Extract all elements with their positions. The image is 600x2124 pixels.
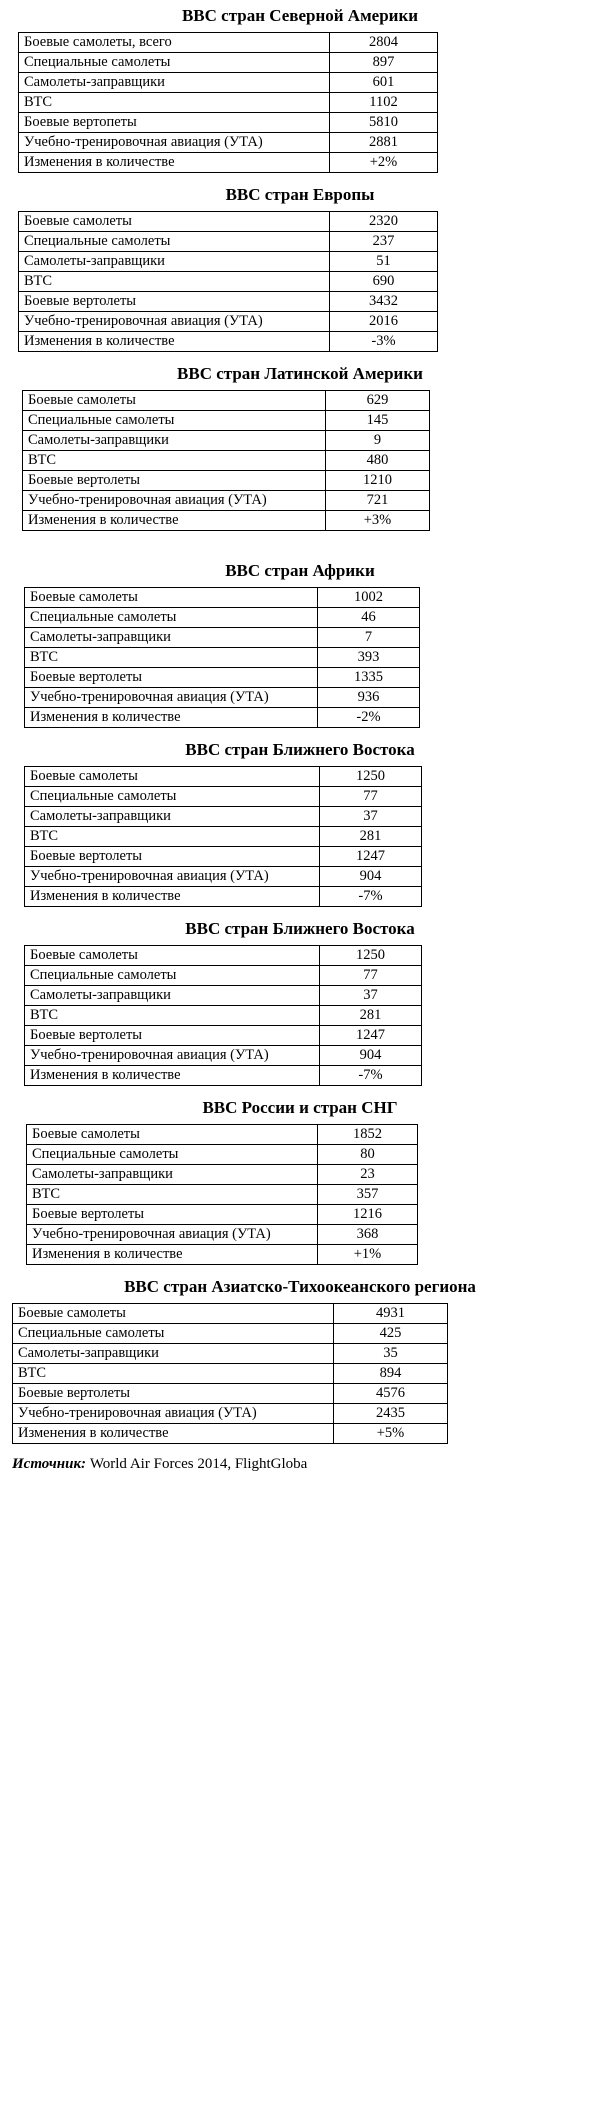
row-label: Боевые самолеты <box>27 1125 318 1145</box>
row-label: Боевые самолеты <box>23 391 326 411</box>
row-label: Специальные самолеты <box>13 1324 334 1344</box>
row-value: 237 <box>330 232 438 252</box>
row-value: 368 <box>318 1225 418 1245</box>
table-row <box>25 847 422 867</box>
row-label: Боевые вертолеты <box>13 1384 334 1404</box>
row-value: 7 <box>318 628 420 648</box>
row-value: 4931 <box>334 1304 448 1324</box>
air-force-section <box>8 734 592 907</box>
row-label: Изменения в количестве <box>23 511 326 531</box>
table-row <box>19 153 438 173</box>
table-row <box>13 1304 448 1324</box>
sections-container <box>8 0 592 1444</box>
row-value: 1002 <box>318 588 420 608</box>
table-row <box>25 787 422 807</box>
table-row <box>13 1404 448 1424</box>
stats-table <box>24 766 422 907</box>
section-title: ВВС стран Европы <box>225 185 375 204</box>
row-label: ВТС <box>19 93 330 113</box>
row-label: Самолеты-заправщики <box>25 628 318 648</box>
row-value: 2435 <box>334 1404 448 1424</box>
row-label: ВТС <box>25 1006 320 1026</box>
table-row <box>19 93 438 113</box>
table-row <box>13 1344 448 1364</box>
row-value: 77 <box>320 966 422 986</box>
table-row <box>23 511 430 531</box>
row-label: Специальные самолеты <box>25 966 320 986</box>
row-label: Учебно-тренировочная авиация (УТА) <box>27 1225 318 1245</box>
section-title: ВВС стран Ближнего Востока <box>185 919 415 938</box>
table-row <box>27 1225 418 1245</box>
row-value: 2881 <box>330 133 438 153</box>
row-value: 1247 <box>320 847 422 867</box>
row-label: Учебно-тренировочная авиация (УТА) <box>19 133 330 153</box>
row-label: Самолеты-заправщики <box>19 73 330 93</box>
row-label: Учебно-тренировочная авиация (УТА) <box>25 867 320 887</box>
table-row <box>25 946 422 966</box>
table-row <box>25 827 422 847</box>
row-label: Боевые самолеты <box>25 946 320 966</box>
row-label: Специальные самолеты <box>25 787 320 807</box>
section-title: ВВС стран Ближнего Востока <box>185 740 415 759</box>
stats-table <box>12 1303 448 1444</box>
table-row <box>27 1165 418 1185</box>
row-label: Изменения в количестве <box>13 1424 334 1444</box>
table-row <box>19 133 438 153</box>
table-row <box>13 1364 448 1384</box>
stats-table <box>26 1124 418 1265</box>
table-row <box>23 451 430 471</box>
row-label: Боевые вертопеты <box>19 113 330 133</box>
row-label: Самолеты-заправщики <box>23 431 326 451</box>
row-value: 936 <box>318 688 420 708</box>
row-label: Изменения в количестве <box>25 1066 320 1086</box>
source-note <box>8 1450 592 1481</box>
row-label: Боевые вертолеты <box>25 1026 320 1046</box>
row-value: -2% <box>318 708 420 728</box>
table-row <box>27 1145 418 1165</box>
table-row <box>23 411 430 431</box>
air-force-section <box>8 913 592 1086</box>
row-value: 904 <box>320 1046 422 1066</box>
row-value: 3432 <box>330 292 438 312</box>
table-row <box>19 73 438 93</box>
air-force-section <box>8 1092 592 1265</box>
row-value: 9 <box>326 431 430 451</box>
row-value: 281 <box>320 1006 422 1026</box>
row-value: 2804 <box>330 33 438 53</box>
row-value: -7% <box>320 1066 422 1086</box>
row-label: Специальные самолеты <box>25 608 318 628</box>
table-row <box>25 628 420 648</box>
row-value: +2% <box>330 153 438 173</box>
section-title: ВВС России и стран СНГ <box>202 1098 398 1117</box>
row-label: Учебно-тренировочная авиация (УТА) <box>23 491 326 511</box>
row-label: Боевые вертолеты <box>23 471 326 491</box>
table-row <box>19 292 438 312</box>
row-label: Самолеты-заправщики <box>19 252 330 272</box>
row-value: -7% <box>320 887 422 907</box>
table-row <box>25 708 420 728</box>
air-force-section <box>8 0 592 173</box>
row-value: 894 <box>334 1364 448 1384</box>
row-label: ВТС <box>25 827 320 847</box>
row-value: 1335 <box>318 668 420 688</box>
table-row <box>19 113 438 133</box>
row-value: 37 <box>320 986 422 1006</box>
row-label: Боевые самолеты <box>25 588 318 608</box>
row-value: 4576 <box>334 1384 448 1404</box>
row-label: Боевые самолеты <box>13 1304 334 1324</box>
table-row <box>23 491 430 511</box>
air-force-section <box>8 555 592 728</box>
row-value: +5% <box>334 1424 448 1444</box>
row-value: 2016 <box>330 312 438 332</box>
row-value: 23 <box>318 1165 418 1185</box>
table-row <box>25 1066 422 1086</box>
stats-table <box>24 587 420 728</box>
row-value: 357 <box>318 1185 418 1205</box>
row-value: 480 <box>326 451 430 471</box>
row-label: ВТС <box>27 1185 318 1205</box>
table-row <box>19 272 438 292</box>
row-label: Боевые самолеты <box>25 767 320 787</box>
row-value: 1216 <box>318 1205 418 1225</box>
row-label: Специальные самолеты <box>23 411 326 431</box>
table-row <box>25 767 422 787</box>
stats-table <box>18 32 438 173</box>
source-text: World Air Forces 2014, FlightGloba <box>86 1456 308 1472</box>
row-label: Специальные самолеты <box>27 1145 318 1165</box>
table-row <box>27 1185 418 1205</box>
table-row <box>27 1245 418 1265</box>
row-value: +3% <box>326 511 430 531</box>
table-row <box>23 431 430 451</box>
table-row <box>13 1384 448 1404</box>
table-row <box>25 1046 422 1066</box>
row-value: 1852 <box>318 1125 418 1145</box>
section-title: ВВС стран Африки <box>225 561 375 580</box>
table-row <box>25 1026 422 1046</box>
air-force-section <box>8 179 592 352</box>
row-value: 80 <box>318 1145 418 1165</box>
section-gap <box>8 537 592 555</box>
table-row <box>19 332 438 352</box>
row-value: 5810 <box>330 113 438 133</box>
row-label: Боевые самолеты <box>19 212 330 232</box>
table-row <box>19 212 438 232</box>
row-value: 281 <box>320 827 422 847</box>
table-row <box>25 986 422 1006</box>
row-label: Изменения в количестве <box>19 153 330 173</box>
row-label: Боевые вертолеты <box>27 1205 318 1225</box>
table-row <box>19 33 438 53</box>
row-label: Самолеты-заправщики <box>25 986 320 1006</box>
row-label: ВТС <box>13 1364 334 1384</box>
row-label: Изменения в количестве <box>19 332 330 352</box>
row-value: 1250 <box>320 767 422 787</box>
table-row <box>25 1006 422 1026</box>
row-value: 77 <box>320 787 422 807</box>
row-label: Боевые вертолеты <box>19 292 330 312</box>
table-row <box>25 887 422 907</box>
table-row <box>23 391 430 411</box>
row-label: Боевые вертолеты <box>25 847 320 867</box>
table-row <box>25 807 422 827</box>
row-label: Изменения в количестве <box>25 887 320 907</box>
row-label: Учебно-тренировочная авиация (УТА) <box>13 1404 334 1424</box>
row-value: 393 <box>318 648 420 668</box>
table-row <box>27 1205 418 1225</box>
table-row <box>23 471 430 491</box>
stats-table <box>24 945 422 1086</box>
row-value: 629 <box>326 391 430 411</box>
row-value: 1247 <box>320 1026 422 1046</box>
row-label: Специальные самолеты <box>19 53 330 73</box>
table-row <box>19 53 438 73</box>
row-value: 37 <box>320 807 422 827</box>
row-value: 1210 <box>326 471 430 491</box>
row-value: 904 <box>320 867 422 887</box>
row-label: ВТС <box>25 648 318 668</box>
row-value: 46 <box>318 608 420 628</box>
table-row <box>19 232 438 252</box>
table-row <box>13 1324 448 1344</box>
row-value: 425 <box>334 1324 448 1344</box>
row-value: +1% <box>318 1245 418 1265</box>
table-row <box>25 588 420 608</box>
row-value: 721 <box>326 491 430 511</box>
source-label: Источник: <box>12 1456 87 1472</box>
table-row <box>25 688 420 708</box>
row-label: Специальные самолеты <box>19 232 330 252</box>
row-value: 1250 <box>320 946 422 966</box>
row-value: 145 <box>326 411 430 431</box>
row-label: Учебно-тренировочная авиация (УТА) <box>25 688 318 708</box>
table-row <box>13 1424 448 1444</box>
table-row <box>25 608 420 628</box>
row-value: 897 <box>330 53 438 73</box>
row-label: Самолеты-заправщики <box>25 807 320 827</box>
row-label: Самолеты-заправщики <box>27 1165 318 1185</box>
row-value: 601 <box>330 73 438 93</box>
table-row <box>19 252 438 272</box>
row-value: 2320 <box>330 212 438 232</box>
row-label: Изменения в количестве <box>27 1245 318 1265</box>
table-row <box>25 966 422 986</box>
row-value: 35 <box>334 1344 448 1364</box>
table-row <box>19 312 438 332</box>
row-value: 1102 <box>330 93 438 113</box>
row-value: 690 <box>330 272 438 292</box>
row-label: Изменения в количестве <box>25 708 318 728</box>
row-label: ВТС <box>23 451 326 471</box>
row-label: Боевые самолеты, всего <box>19 33 330 53</box>
row-value: -3% <box>330 332 438 352</box>
section-title: ВВС стран Латинской Америки <box>177 364 423 383</box>
row-label: Боевые вертолеты <box>25 668 318 688</box>
table-row <box>25 648 420 668</box>
row-label: ВТС <box>19 272 330 292</box>
table-row <box>27 1125 418 1145</box>
section-title: ВВС стран Азиатско-Тихоокеанского региона <box>124 1277 476 1296</box>
section-title: ВВС стран Северной Америки <box>181 6 419 25</box>
row-label: Учебно-тренировочная авиация (УТА) <box>25 1046 320 1066</box>
row-label: Учебно-тренировочная авиация (УТА) <box>19 312 330 332</box>
air-force-section <box>8 1271 592 1444</box>
row-label: Самолеты-заправщики <box>13 1344 334 1364</box>
row-value: 51 <box>330 252 438 272</box>
air-force-section <box>8 358 592 531</box>
table-row <box>25 867 422 887</box>
stats-table <box>22 390 430 531</box>
table-row <box>25 668 420 688</box>
stats-table <box>18 211 438 352</box>
